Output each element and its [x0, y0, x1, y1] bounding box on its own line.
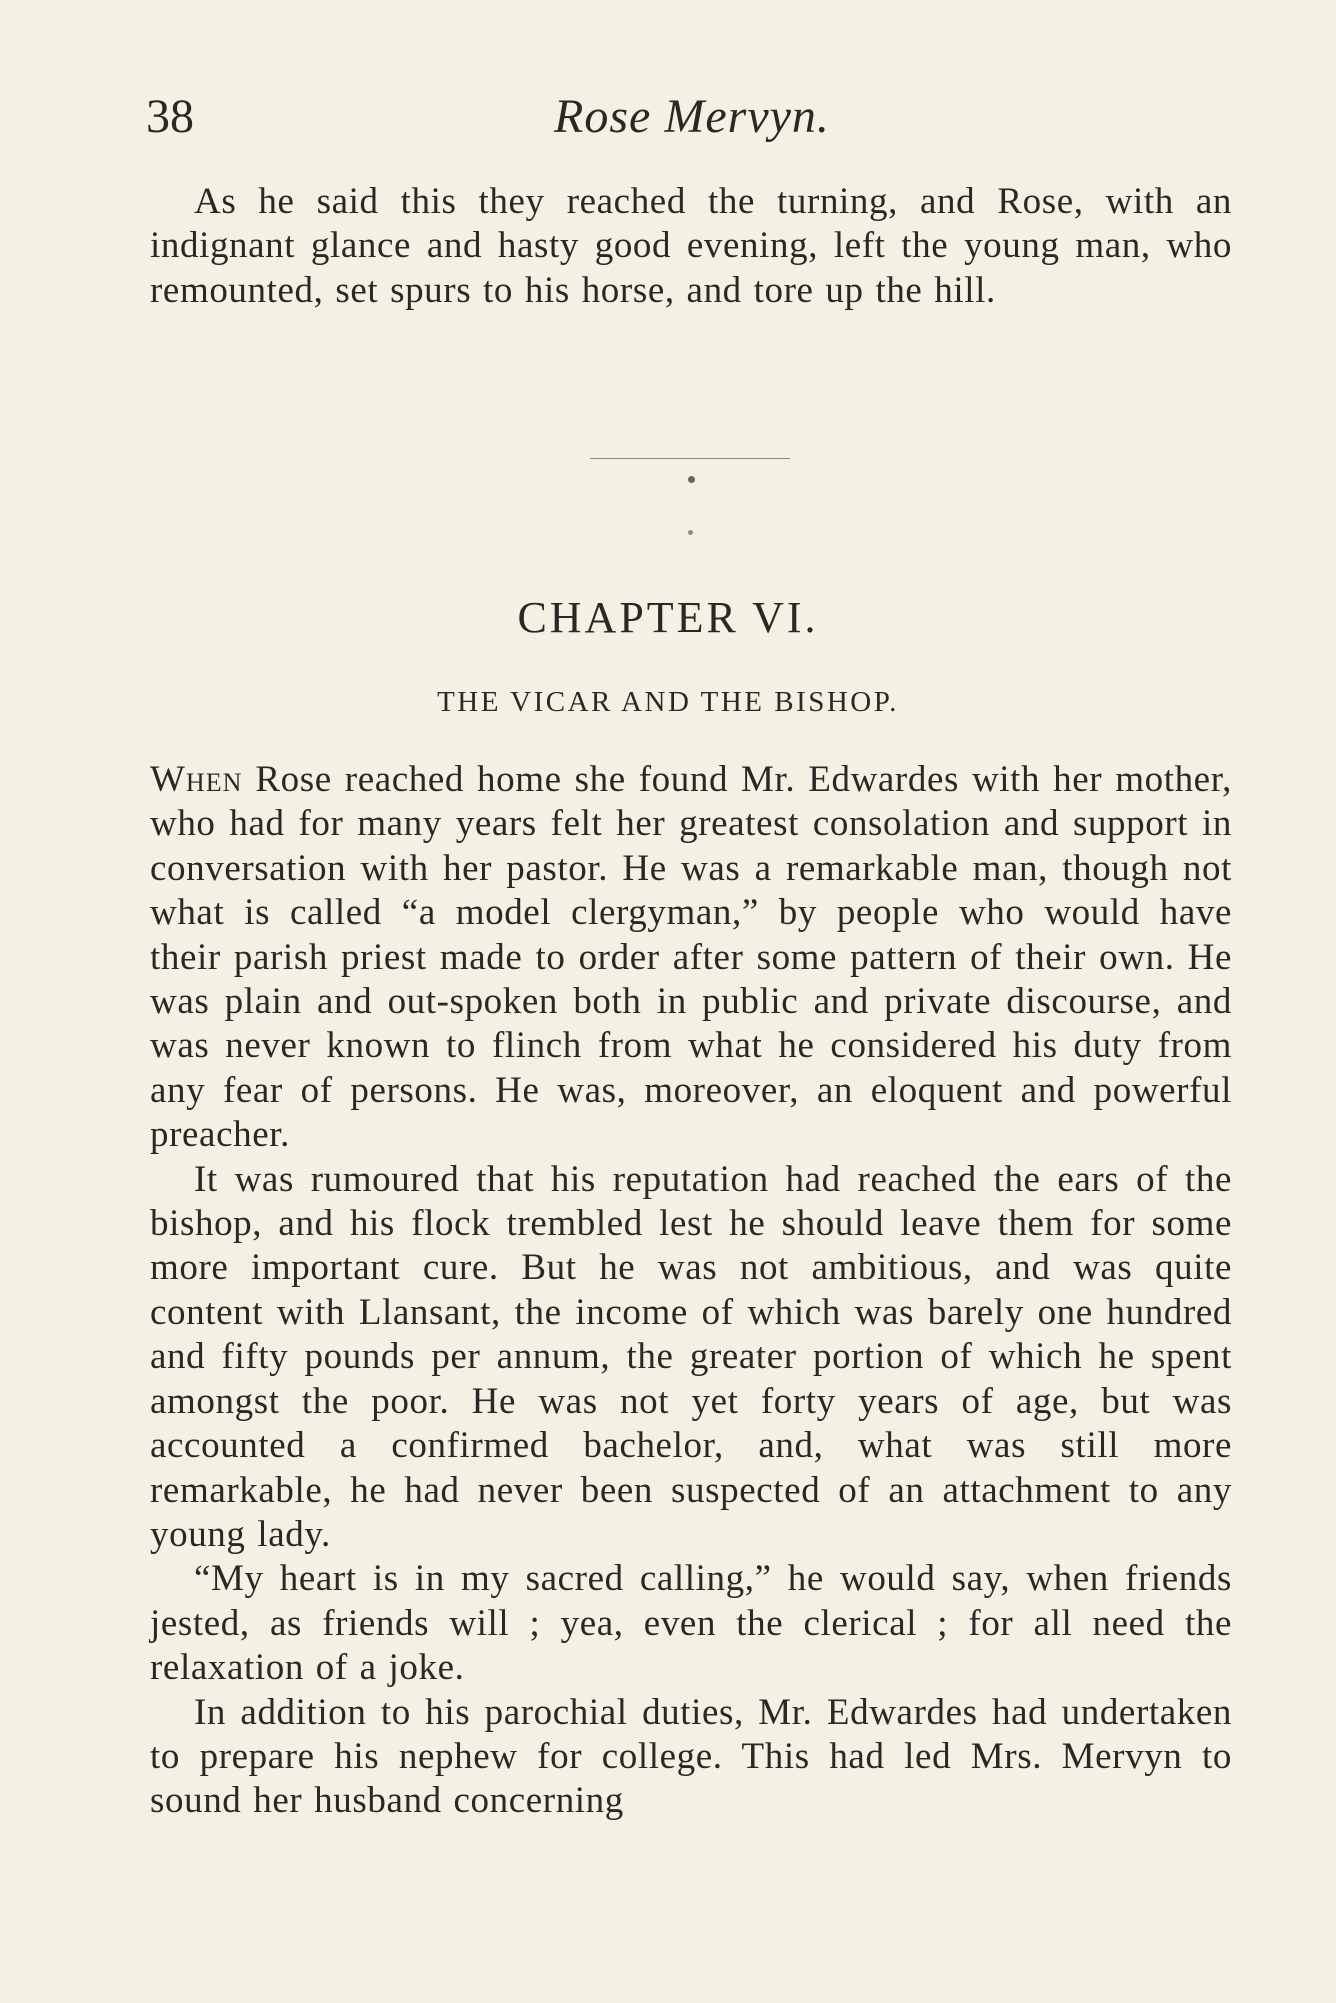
paragraph-1-text: Rose reached home she found Mr. Edwardes with her mother, who had for many years felt her greatest consolation and support in conversation with her pastor. He was a remarkable man, though not what is called “a model clergyman,” by people who would have their parish priest made to order after some pattern of their own. He was plain and out-spoken both in public and private discourse, and was never known to flinch from what he considered his duty from any fear of persons. He was, moreover, an eloquent and powerful preacher.: [150, 759, 1232, 1156]
chapter-title: CHAPTER VI.: [517, 593, 819, 642]
ornament-rule: [590, 458, 790, 459]
running-title: Rose Mervyn.: [554, 90, 830, 143]
page-header: [146, 82, 1238, 152]
opening-text-block: [150, 180, 1232, 313]
section-ornament: [590, 448, 790, 548]
chapter-subtitle: THE VICAR AND THE BISHOP.: [437, 686, 899, 718]
drop-word: When: [150, 759, 243, 800]
paragraph-4: In addition to his parochial duties, Mr. Edwardes had undertaken to prepare his nephew for college. This had led Mrs. Mervyn to sound her husband concerning: [150, 1691, 1232, 1822]
chapter-body: [150, 758, 1232, 1824]
ornament-dot: [688, 476, 695, 483]
paragraph-closing-previous-chapter: As he said this they reached the turning, and Rose, with an indignant glance and hasty good evening, left the young man, who remounted, set spurs to his horse, and tore up the hill.: [150, 181, 1232, 311]
page-number: 38: [146, 90, 194, 143]
paragraph-3: “My heart is in my sacred calling,” he would say, when friends jested, as friends will ; yea, even the clerical ; for all need the relaxation of a joke.: [150, 1558, 1232, 1689]
paragraph-1: [150, 758, 1232, 1158]
ornament-dot: [688, 530, 693, 535]
paragraph-2: It was rumoured that his reputation had reached the ears of the bishop, and his flock trembled lest he should leave them for some more important cure. But he was not ambitious, and was quite content with Llansant, the income of which was barely one hundred and fifty pounds per annum, the greater portion of which he spent amongst the poor. He was not yet forty years of age, but was accounted a confirmed bachelor, and, what was still more remarkable, he had never been suspected of an attachment to any young lady.: [150, 1158, 1232, 1555]
